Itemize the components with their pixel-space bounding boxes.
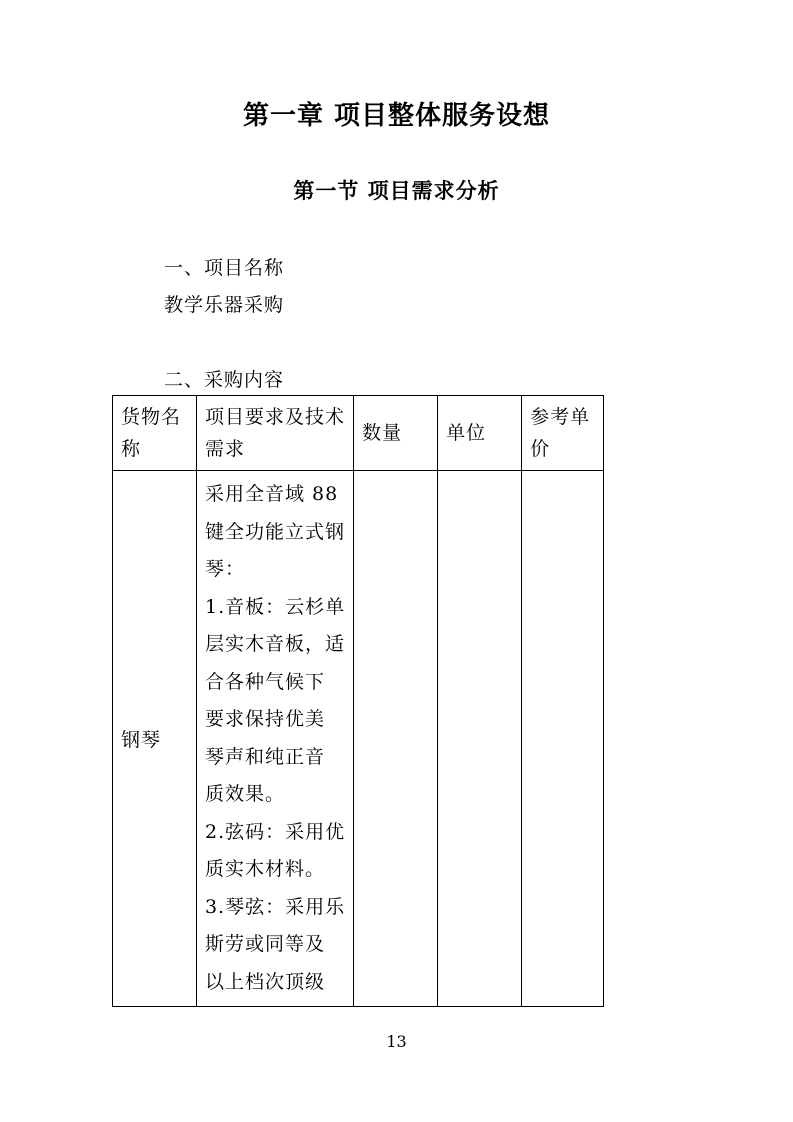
chapter-title: 第一章 项目整体服务设想 [242, 101, 551, 131]
page-number: 13 [386, 1032, 407, 1051]
procurement-table [112, 395, 604, 1007]
heading-procurement-content: 二、采购内容 [164, 369, 285, 391]
spec-line: 键全功能立式钢 [205, 520, 346, 543]
header-ref-price: 参考单价 [522, 396, 604, 471]
spec-line: 层实木音板，适 [205, 633, 346, 655]
spec-line: 质实木材料。 [205, 858, 326, 880]
spec-line: 1.音板：云杉单 [205, 595, 346, 618]
spec-line: 要求保持优美 [205, 708, 326, 730]
table-row [113, 471, 604, 1007]
spec-line: 琴声和纯正音 [205, 745, 326, 768]
cell-unit [438, 471, 522, 1007]
section-title: 第一节 项目需求分析 [293, 179, 500, 203]
spec-line: 质效果。 [205, 783, 286, 805]
header-goods-name: 货物名称 [113, 396, 197, 471]
heading-project-name: 一、项目名称 [164, 257, 285, 279]
header-requirements [197, 396, 354, 471]
header-requirements-line1: 项目要求及技术 [205, 406, 346, 428]
spec-line: 以上档次顶级 [205, 970, 326, 993]
cell-requirements [197, 471, 354, 1007]
cell-ref-price [522, 471, 604, 1007]
cell-goods-name: 钢琴 [113, 471, 197, 1007]
project-name-value: 教学乐器采购 [164, 294, 285, 316]
spec-line: 斯劳或同等及 [205, 933, 326, 955]
spec-line: 2.弦码：采用优 [205, 820, 346, 843]
spec-line: 琴： [205, 558, 246, 580]
spec-line: 3.琴弦：采用乐 [205, 895, 346, 918]
spec-line: 合各种气候下 [205, 670, 326, 693]
header-requirements-line2: 需求 [205, 438, 246, 460]
header-quantity: 数量 [354, 396, 438, 471]
spec-line: 采用全音域 88 [205, 483, 339, 505]
cell-quantity [354, 471, 438, 1007]
table-header-row [113, 396, 604, 471]
header-unit: 单位 [438, 396, 522, 471]
